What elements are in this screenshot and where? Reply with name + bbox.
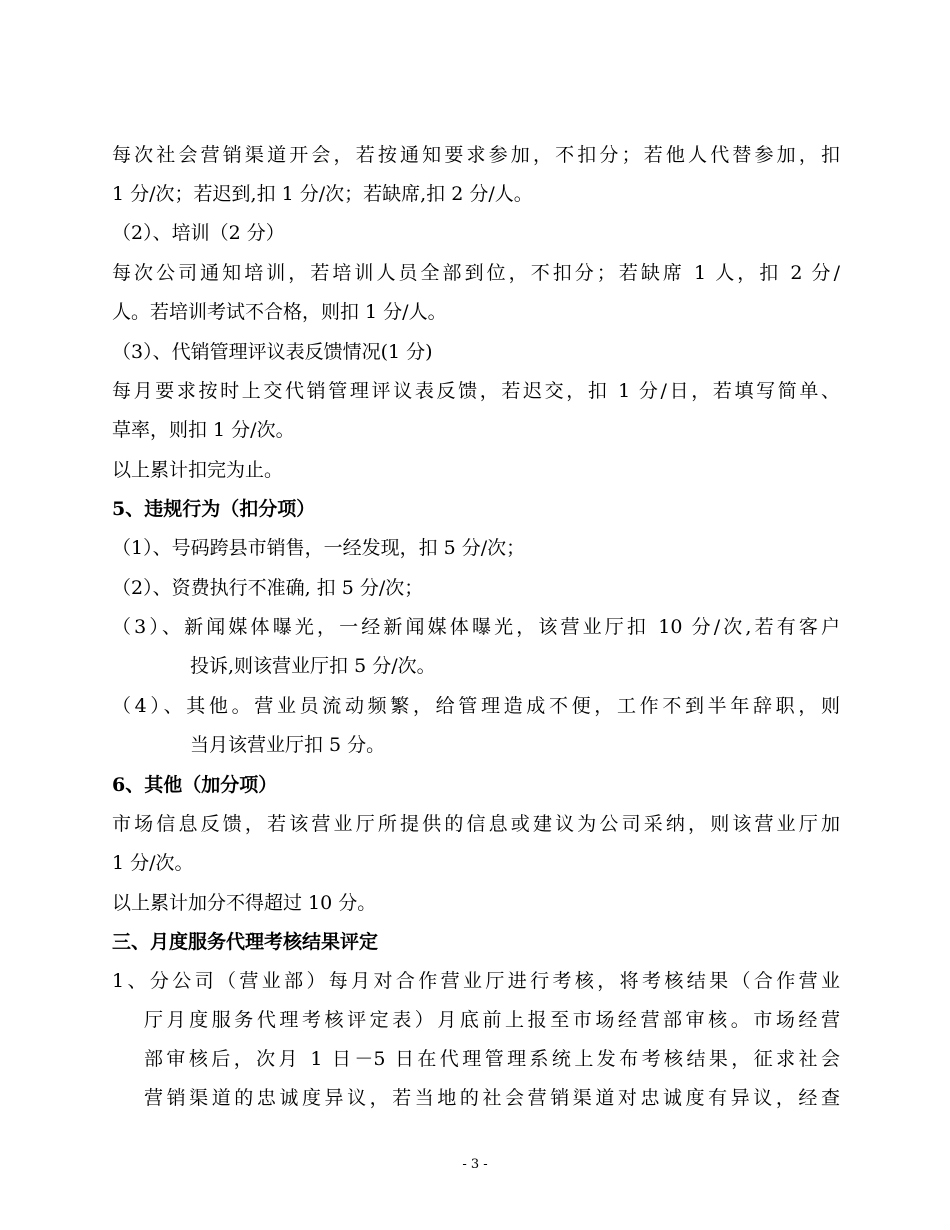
assessment-item-1: 1、分公司（营业部）每月对合作营业厅进行考核，将考核结果（合作营业 (112, 970, 840, 992)
subheading-feedback: （3）、代销管理评议表反馈情况(1 分) (112, 341, 433, 363)
paragraph-line-training-cont: 人。若培训考试不合格，则扣 1 分/人。 (112, 301, 447, 323)
paragraph-line-meeting-cont: 1 分/次；若迟到,扣 1 分/次；若缺席,扣 2 分/人。 (112, 183, 533, 205)
paragraph-line-training: 每次公司通知培训，若培训人员全部到位，不扣分；若缺席 1 人，扣 2 分/ (112, 262, 840, 284)
section-heading-bonus: 6、其他（加分项） (112, 774, 278, 796)
assessment-item-1-cont-3: 营销渠道的忠诚度异议，若当地的社会营销渠道对忠诚度有异议，经查 (144, 1087, 840, 1109)
violation-item-1: （1）、号码跨县市销售，一经发现，扣 5 分/次； (112, 537, 526, 559)
violation-item-4-cont: 当月该营业厅扣 5 分。 (190, 734, 386, 756)
subheading-training: （2）、培训（2 分） (112, 222, 285, 244)
section-heading-assessment: 三、月度服务代理考核结果评定 (112, 931, 379, 953)
assessment-item-1-cont-1: 厅月度服务代理考核评定表）月底前上报至市场经营部审核。市场经营 (144, 1009, 840, 1031)
violation-item-2: （2）、资费执行不准确, 扣 5 分/次； (112, 577, 424, 599)
assessment-item-1-cont-2: 部审核后，次月 1 日－5 日在代理管理系统上发布考核结果，征求社会 (144, 1048, 840, 1070)
paragraph-line-bonus-cont: 1 分/次。 (112, 852, 194, 874)
paragraph-line-deduct-limit: 以上累计扣完为止。 (112, 459, 284, 481)
paragraph-line-meeting: 每次社会营销渠道开会，若按通知要求参加，不扣分；若他人代替参加，扣 (112, 144, 840, 166)
paragraph-line-feedback: 每月要求按时上交代销管理评议表反馈，若迟交，扣 1 分/日，若填写简单、 (112, 380, 840, 402)
section-heading-violations: 5、违规行为（扣分项） (112, 498, 316, 520)
violation-item-3: （3）、新闻媒体曝光，一经新闻媒体曝光，该营业厅扣 10 分/次,若有客户 (112, 616, 840, 638)
violation-item-4: （4）、其他。营业员流动频繁，给管理造成不便，工作不到半年辞职，则 (112, 695, 840, 717)
paragraph-line-bonus-limit: 以上累计加分不得超过 10 分。 (112, 892, 377, 914)
page-number: - 3 - (462, 1157, 488, 1172)
violation-item-3-cont: 投诉,则该营业厅扣 5 分/次。 (190, 655, 436, 677)
paragraph-line-feedback-cont: 草率，则扣 1 分/次。 (112, 419, 295, 441)
paragraph-line-bonus: 市场信息反馈，若该营业厅所提供的信息或建议为公司采纳，则该营业厅加 (112, 813, 840, 835)
